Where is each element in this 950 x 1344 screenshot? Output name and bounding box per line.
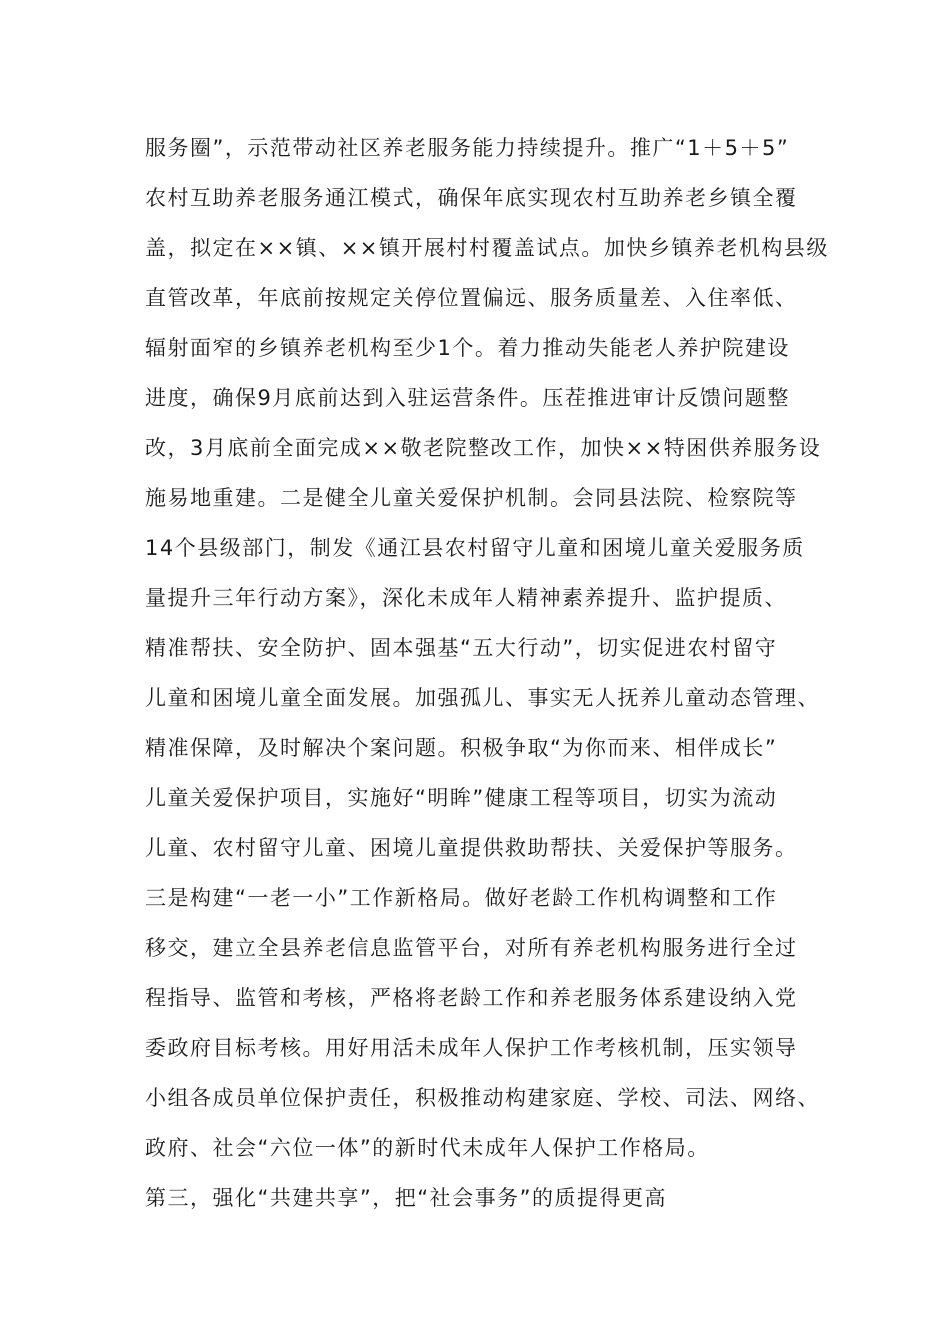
text-line-8: 施易地重建。二是健全儿童关爱保护机制。会同县法院、检察院等: [145, 486, 798, 510]
text-line-11: 精准帮扶、安全防护、固本强基“五大行动”，切实促进农村留守: [145, 636, 778, 660]
text-line-19: 委政府目标考核。用好用活未成年人保护工作考核机制，压实领导: [145, 1036, 798, 1060]
text-line-20: 小组各成员单位保护责任，积极推动构建家庭、学校、司法、网络、: [145, 1086, 820, 1110]
text-line-9: 14个县级部门，制发《通江县农村留守儿童和困境儿童关爱服务质: [145, 536, 805, 560]
text-line-7: 改，3月底前全面完成××敬老院整改工作，加快××特困供养服务设: [145, 436, 822, 460]
text-line-5: 辐射面窄的乡镇养老机构至少1个。着力推动失能老人养护院建设: [145, 336, 790, 360]
text-line-18: 程指导、监管和考核，严格将老龄工作和养老服务体系建设纳入党: [145, 986, 798, 1010]
text-line-21: 政府、社会“六位一体”的新时代未成年人保护工作格局。: [145, 1136, 710, 1160]
text-line-15: 儿童、农村留守儿童、困境儿童提供救助帮扶、关爱保护等服务。: [145, 836, 798, 860]
text-line-14: 儿童关爱保护项目，实施好“明眸”健康工程等项目，切实为流动: [145, 786, 778, 810]
text-line-13: 精准保障，及时解决个案问题。积极争取“为你而来、相伴成长”: [145, 736, 778, 760]
text-line-1: 服务圈”，示范带动社区养老服务能力持续提升。推广“1＋5＋5”: [145, 136, 790, 160]
text-line-3: 盖，拟定在××镇、××镇开展村村覆盖试点。加快乡镇养老机构县级: [145, 236, 829, 260]
text-line-16: 三是构建“一老一小”工作新格局。做好老龄工作机构调整和工作: [145, 886, 778, 910]
text-line-2: 农村互助养老服务通江模式，确保年底实现农村互助养老乡镇全覆: [145, 186, 798, 210]
text-line-17: 移交，建立全县养老信息监管平台，对所有养老机构服务进行全过: [145, 936, 798, 960]
text-line-4: 直管改革，年底前按规定关停位置偏远、服务质量差、入住率低、: [145, 286, 798, 310]
text-line-10: 量提升三年行动方案》，深化未成年人精神素养提升、监护提质、: [145, 586, 787, 610]
section-heading: 第三，强化“共建共享”，把“社会事务”的质提得更高: [145, 1186, 668, 1210]
text-line-6: 进度，确保9月底前达到入驻运营条件。压茬推进审计反馈问题整: [145, 386, 790, 410]
text-line-12: 儿童和困境儿童全面发展。加强孤儿、事实无人抚养儿童动态管理、: [145, 686, 820, 710]
